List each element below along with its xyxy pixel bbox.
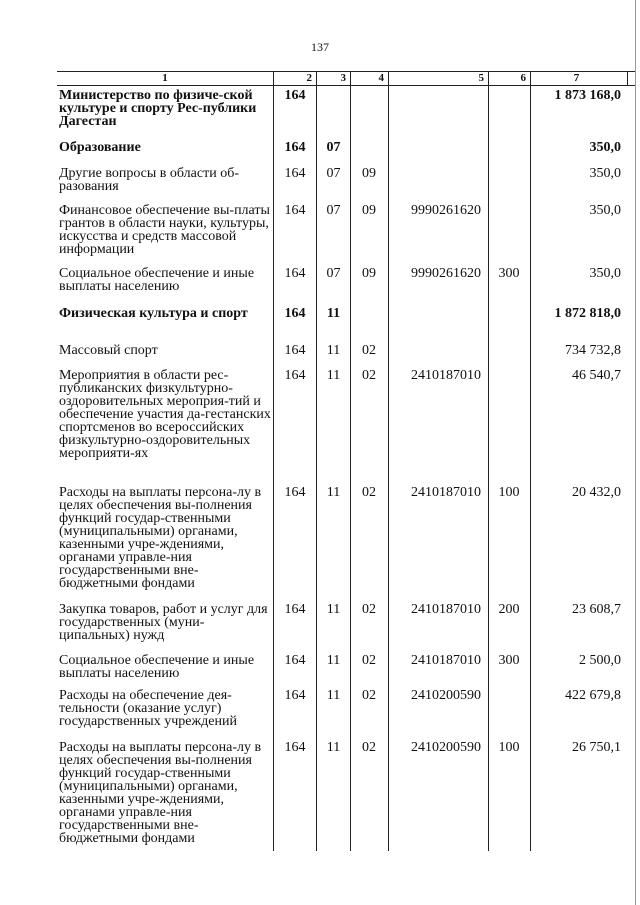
row-cell-c2: 164 (284, 203, 306, 218)
row-description: Социальное обеспечение и иные выплаты населению (59, 653, 255, 681)
row-cell-c7: 20 432,0 (572, 485, 621, 500)
row-cell-c6: 300 (498, 653, 520, 668)
row-cell-c3: 07 (326, 140, 341, 155)
row-description: Министерство по физиче-ской культуре и спорту Рес-публики Дагестан (59, 88, 257, 129)
row-cell-c2: 164 (284, 343, 306, 358)
row-cell-c4: 02 (362, 485, 376, 500)
row-description: Мероприятия в области рес-публиканских физкультурно-оздоровительных мероприя-тий и обеспечение участия да-гестанских спортсменов во всероссийских физкультурно-оздоровительных мероприяти-ях (59, 368, 271, 461)
row-description: Расходы на выплаты персона-лу в целях обеспечения вы-полнения функций государ-ственными (муниципальными) органами, казенными учре-ждениями, органами управле-ния государственными вне-бюджетными фондами (59, 740, 262, 846)
row-cell-c7: 1 872 818,0 (554, 306, 621, 321)
row-cell-c3: 11 (326, 602, 341, 617)
row-cell-c4: 09 (362, 266, 376, 281)
row-cell-c2: 164 (284, 88, 306, 103)
row-cell-c7: 26 750,1 (572, 740, 621, 755)
column-header-1: 1 (162, 72, 168, 84)
row-cell-c7: 350,0 (589, 166, 621, 181)
row-cell-c6: 300 (498, 266, 520, 281)
row-cell-c3: 07 (326, 203, 341, 218)
row-cell-c3: 11 (326, 343, 341, 358)
row-cell-c7: 422 679,8 (565, 688, 621, 703)
row-cell-c3: 11 (326, 368, 341, 383)
row-cell-c4: 02 (362, 740, 376, 755)
row-cell-c2: 164 (284, 485, 306, 500)
row-cell-c7: 350,0 (589, 203, 621, 218)
row-cell-c3: 11 (326, 740, 341, 755)
row-cell-c4: 02 (362, 602, 376, 617)
row-description: Физическая культура и спорт (59, 306, 248, 321)
page-number: 137 (311, 40, 329, 54)
row-cell-c4: 09 (362, 203, 376, 218)
row-cell-c2: 164 (284, 266, 306, 281)
row-cell-c7: 350,0 (589, 266, 621, 281)
row-description: Образование (59, 140, 141, 155)
row-cell-c4: 02 (362, 368, 376, 383)
row-cell-c3: 07 (326, 166, 341, 181)
column-header-7: 7 (573, 72, 580, 84)
budget-table (57, 71, 635, 851)
column-header-2: 2 (306, 72, 312, 84)
row-cell-c5: 2410187010 (411, 602, 481, 617)
row-cell-c7: 23 608,7 (572, 602, 621, 617)
row-cell-c2: 164 (284, 688, 306, 703)
row-cell-c5: 9990261620 (411, 266, 481, 281)
row-description: Расходы на обеспечение дея-тельности (оказание услуг) государственных учреждений (59, 688, 237, 729)
row-cell-c7: 46 540,7 (572, 368, 621, 383)
row-cell-c4: 02 (362, 653, 376, 668)
column-header-4: 4 (378, 72, 384, 84)
column-header-6: 6 (520, 72, 526, 84)
row-cell-c2: 164 (284, 140, 306, 155)
row-cell-c3: 11 (326, 688, 341, 703)
row-cell-c6: 200 (498, 602, 520, 617)
page-edge (635, 0, 636, 905)
row-cell-c6: 100 (498, 740, 520, 755)
row-description: Закупка товаров, работ и услуг для государственных (муни-ципальных) нужд (59, 602, 268, 643)
row-cell-c6: 100 (498, 485, 520, 500)
row-cell-c7: 734 732,8 (565, 343, 621, 358)
row-cell-c5: 2410200590 (411, 740, 481, 755)
row-cell-c4: 02 (362, 688, 376, 703)
row-cell-c2: 164 (284, 602, 306, 617)
row-cell-c5: 2410187010 (411, 368, 481, 383)
column-header-3: 3 (340, 72, 346, 84)
row-description: Другие вопросы в области об-разования (59, 166, 239, 194)
row-cell-c2: 164 (284, 653, 306, 668)
row-cell-c5: 9990261620 (411, 203, 481, 218)
row-description: Финансовое обеспечение вы-платы грантов в области науки, культуры, искусства и средств массовой информации (59, 203, 270, 257)
row-description: Расходы на выплаты персона-лу в целях обеспечения вы-полнения функций государ-ственными (муниципальными) органами, казенными учре-ждениями, органами управле-ния государственными вне-бюджетными фондами (59, 485, 262, 591)
row-cell-c3: 07 (326, 266, 341, 281)
row-cell-c7: 1 873 168,0 (554, 88, 621, 103)
row-cell-c2: 164 (284, 368, 306, 383)
row-cell-c7: 2 500,0 (579, 653, 621, 668)
row-cell-c2: 164 (284, 306, 306, 321)
row-cell-c5: 2410187010 (411, 485, 481, 500)
column-header-5: 5 (478, 72, 484, 84)
row-cell-c3: 11 (326, 653, 341, 668)
row-description: Массовый спорт (59, 343, 158, 358)
row-cell-c5: 2410200590 (411, 688, 481, 703)
row-cell-c3: 11 (326, 306, 341, 321)
row-cell-c5: 2410187010 (411, 653, 481, 668)
row-cell-c4: 02 (362, 343, 376, 358)
row-cell-c3: 11 (326, 485, 341, 500)
row-cell-c2: 164 (284, 740, 306, 755)
row-cell-c7: 350,0 (589, 140, 621, 155)
row-description: Социальное обеспечение и иные выплаты населению (59, 266, 255, 294)
row-cell-c2: 164 (284, 166, 306, 181)
row-cell-c4: 09 (362, 166, 376, 181)
